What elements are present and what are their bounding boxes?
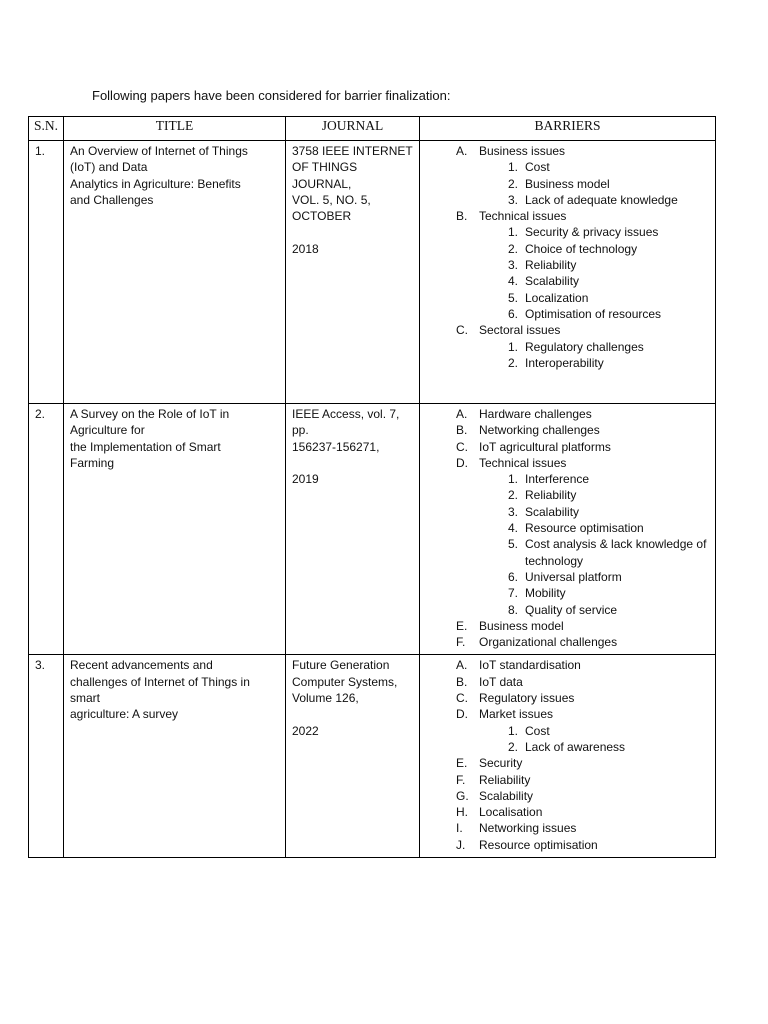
barrier-item xyxy=(426,618,709,634)
sub-barrier-item xyxy=(426,257,709,273)
barrier-item xyxy=(426,322,709,338)
sub-barrier-marker: 1. xyxy=(507,160,518,175)
sub-barrier-item xyxy=(426,739,709,755)
barrier-item xyxy=(426,143,709,159)
cell-title: An Overview of Internet of Things (IoT) and Data Analytics in Agriculture: Benefits and Challenges xyxy=(64,141,286,404)
barrier-item xyxy=(426,755,709,771)
sub-barrier-item xyxy=(426,723,709,739)
barrier-text: Technical issues xyxy=(479,455,567,470)
header-title: TITLE xyxy=(64,117,286,141)
barrier-marker: B. xyxy=(456,209,468,224)
barrier-text: IoT data xyxy=(479,674,523,689)
sub-barrier-marker: 4. xyxy=(507,521,518,536)
cell-sn: 3. xyxy=(29,655,64,858)
barrier-text: Reliability xyxy=(479,772,531,787)
barrier-item xyxy=(426,788,709,804)
sub-barrier-text: Lack of adequate knowledge xyxy=(525,192,678,207)
sub-barrier-text: Choice of technology xyxy=(525,241,638,256)
sub-barrier-marker: 5. xyxy=(507,537,518,552)
barrier-text: IoT standardisation xyxy=(479,658,581,673)
barrier-text: Scalability xyxy=(479,788,534,803)
barrier-item xyxy=(426,804,709,820)
sub-barrier-item xyxy=(426,306,709,322)
sub-barrier-marker: 2. xyxy=(507,241,518,256)
sub-barrier-marker: 2. xyxy=(507,176,518,191)
barrier-item xyxy=(426,820,709,836)
table-row xyxy=(29,141,716,404)
sub-barrier-text: Cost xyxy=(525,160,550,175)
sub-barrier-marker: 1. xyxy=(507,339,518,354)
sub-barrier-marker: 2. xyxy=(507,355,518,370)
cell-barriers xyxy=(420,655,716,858)
sub-barrier-item xyxy=(426,585,709,601)
barrier-text: Market issues xyxy=(479,707,554,722)
sub-barrier-marker: 1. xyxy=(507,472,518,487)
sub-barrier-marker: 8. xyxy=(507,602,518,617)
papers-table xyxy=(28,116,716,858)
barrier-text: Networking challenges xyxy=(479,423,600,438)
barrier-marker: I. xyxy=(456,821,463,836)
sub-barrier-text: Regulatory challenges xyxy=(525,339,644,354)
sub-barrier-item xyxy=(426,192,709,208)
header-sn: S.N. xyxy=(29,117,64,141)
barrier-item xyxy=(426,657,709,673)
intro-text: Following papers have been considered for barrier finalization: xyxy=(92,88,451,103)
sub-barrier-text: Universal platform xyxy=(525,569,622,584)
barrier-item xyxy=(426,455,709,471)
sub-barrier-marker: 5. xyxy=(507,290,518,305)
table-row xyxy=(29,655,716,858)
barrier-marker: E. xyxy=(456,756,468,771)
sub-barrier-text: Lack of awareness xyxy=(525,739,626,754)
sub-barrier-item xyxy=(426,159,709,175)
cell-title: Recent advancements and challenges of Internet of Things in smart agriculture: A survey xyxy=(64,655,286,858)
barrier-text: IoT agricultural platforms xyxy=(479,439,611,454)
barrier-item xyxy=(426,706,709,722)
barrier-text: Business issues xyxy=(479,144,566,158)
barrier-text: Organizational challenges xyxy=(479,635,618,650)
cell-barriers xyxy=(420,141,716,404)
sub-barrier-marker: 1. xyxy=(507,723,518,738)
sub-barrier-text: Cost xyxy=(525,723,550,738)
barrier-marker: D. xyxy=(456,455,468,470)
barrier-marker: C. xyxy=(456,439,468,454)
sub-barrier-item xyxy=(426,273,709,289)
barrier-text: Business model xyxy=(479,618,564,633)
sub-barrier-text: Reliability xyxy=(525,258,577,273)
sub-barrier-item xyxy=(426,602,709,618)
sub-barrier-marker: 3. xyxy=(507,504,518,519)
sub-barrier-item xyxy=(426,176,709,192)
sub-barrier-text: Cost analysis & lack knowledge of technology xyxy=(525,537,707,568)
sub-barrier-item xyxy=(426,241,709,257)
barrier-item xyxy=(426,406,709,422)
sub-barrier-item xyxy=(426,487,709,503)
barrier-text: Technical issues xyxy=(479,209,567,224)
barrier-marker: H. xyxy=(456,805,468,820)
sub-barrier-item xyxy=(426,536,709,569)
sub-barrier-marker: 1. xyxy=(507,225,518,240)
barrier-item xyxy=(426,422,709,438)
sub-barrier-text: Interoperability xyxy=(525,355,604,370)
sub-barrier-marker: 2. xyxy=(507,488,518,503)
barrier-marker: A. xyxy=(456,144,468,158)
sub-barrier-item xyxy=(426,471,709,487)
sub-barrier-item xyxy=(426,569,709,585)
sub-barrier-marker: 4. xyxy=(507,274,518,289)
header-row xyxy=(29,117,716,141)
barrier-text: Localisation xyxy=(479,805,543,820)
header-journal: JOURNAL xyxy=(286,117,420,141)
barrier-marker: F. xyxy=(456,772,466,787)
cell-journal: IEEE Access, vol. 7, pp. 156237-156271, 2019 xyxy=(286,404,420,655)
barrier-text: Resource optimisation xyxy=(479,837,598,852)
barrier-item xyxy=(426,208,709,224)
barrier-item xyxy=(426,772,709,788)
sub-barrier-text: Mobility xyxy=(525,586,566,601)
sub-barrier-text: Security & privacy issues xyxy=(525,225,659,240)
barrier-marker: A. xyxy=(456,407,468,421)
sub-barrier-text: Resource optimisation xyxy=(525,521,644,536)
barrier-item xyxy=(426,634,709,650)
sub-barrier-marker: 3. xyxy=(507,192,518,207)
cell-title: A Survey on the Role of IoT in Agriculture for the Implementation of Smart Farming xyxy=(64,404,286,655)
barrier-marker: F. xyxy=(456,635,466,650)
barrier-text: Security xyxy=(479,756,523,771)
barrier-marker: B. xyxy=(456,674,468,689)
sub-barrier-text: Interference xyxy=(525,472,590,487)
sub-barrier-item xyxy=(426,290,709,306)
sub-barrier-marker: 6. xyxy=(507,569,518,584)
barrier-marker: A. xyxy=(456,658,468,673)
sub-barrier-text: Localization xyxy=(525,290,589,305)
barrier-item xyxy=(426,674,709,690)
sub-barrier-item xyxy=(426,355,709,371)
sub-barrier-item xyxy=(426,224,709,240)
sub-barrier-marker: 7. xyxy=(507,586,518,601)
barrier-text: Regulatory issues xyxy=(479,691,575,706)
barrier-marker: D. xyxy=(456,707,468,722)
barrier-marker: B. xyxy=(456,423,468,438)
sub-barrier-marker: 6. xyxy=(507,306,518,321)
sub-barrier-text: Optimisation of resources xyxy=(525,306,662,321)
sub-barrier-marker: 2. xyxy=(507,739,518,754)
cell-sn: 2. xyxy=(29,404,64,655)
barrier-text: Sectoral issues xyxy=(479,323,561,338)
barrier-item xyxy=(426,439,709,455)
barrier-item xyxy=(426,837,709,853)
sub-barrier-item xyxy=(426,339,709,355)
sub-barrier-text: Reliability xyxy=(525,488,577,503)
barrier-marker: C. xyxy=(456,691,468,706)
sub-barrier-text: Quality of service xyxy=(525,602,618,617)
cell-journal: Future Generation Computer Systems, Volume 126, 2022 xyxy=(286,655,420,858)
sub-barrier-marker: 3. xyxy=(507,258,518,273)
table-row xyxy=(29,404,716,655)
sub-barrier-item xyxy=(426,504,709,520)
barrier-marker: E. xyxy=(456,618,468,633)
cell-barriers xyxy=(420,404,716,655)
barrier-text: Networking issues xyxy=(479,821,577,836)
sub-barrier-text: Scalability xyxy=(525,274,580,289)
header-barriers: BARRIERS xyxy=(420,117,716,141)
cell-sn: 1. xyxy=(29,141,64,404)
barrier-marker: C. xyxy=(456,323,468,338)
sub-barrier-item xyxy=(426,520,709,536)
sub-barrier-text: Business model xyxy=(525,176,610,191)
barrier-marker: G. xyxy=(456,788,469,803)
cell-journal: 3758 IEEE INTERNET OF THINGS JOURNAL, VOL. 5, NO. 5, OCTOBER 2018 xyxy=(286,141,420,404)
barrier-text: Hardware challenges xyxy=(479,407,592,421)
sub-barrier-text: Scalability xyxy=(525,504,580,519)
barrier-item xyxy=(426,690,709,706)
barrier-marker: J. xyxy=(456,837,466,852)
